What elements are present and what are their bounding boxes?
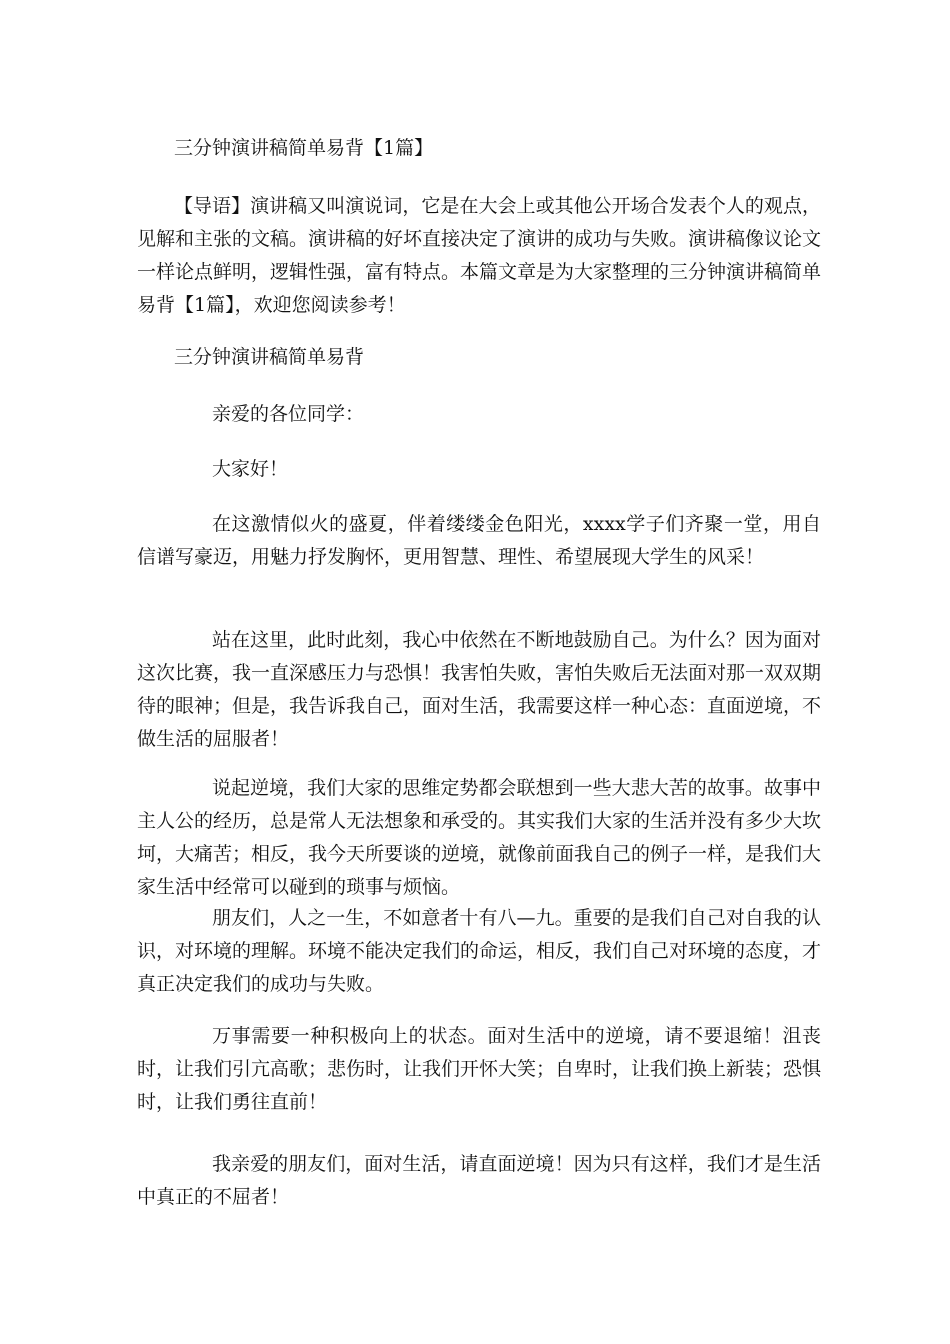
body-paragraph: 万事需要一种积极向上的状态。面对生活中的逆境，请不要退缩！沮丧时，让我们引亢高歌；悲伤时，让我们开怀大笑；自卑时，让我们换上新装；恐惧时，让我们勇往直前！ [137,1025,822,1113]
body-paragraph: 朋友们，人之一生，不如意者十有八—九。重要的是我们自己对自我的认识，对环境的理解。环境不能决定我们的命运，相反，我们自己对环境的态度，才真正决定我们的成功与失败。 [137,907,822,995]
body-paragraph: 说起逆境，我们大家的思维定势都会联想到一些大悲大苦的故事。故事中主人公的经历，总是常人无法想象和承受的。其实我们大家的生活并没有多少大坎坷，大痛苦；相反，我今天所要谈的逆境，就像前面我自己的例子一样，是我们大家生活中经常可以碰到的琐事与烦恼。 [137,777,822,898]
document-title: 三分钟演讲稿简单易背【1篇】 [174,137,434,159]
speech-subtitle: 三分钟演讲稿简单易背 [174,346,365,368]
salutation: 亲爱的各位同学： [212,403,365,425]
body-paragraph: 站在这里，此时此刻，我心中依然在不断地鼓励自己。为什么？因为面对这次比赛，我一直深感压力与恐惧！我害怕失败，害怕失败后无法面对那一双双期待的眼神；但是，我告诉我自己，面对生活，我需要这样一种心态：直面逆境，不做生活的屈服者！ [137,629,822,750]
body-paragraph: 在这激情似火的盛夏，伴着缕缕金色阳光，xxxx学子们齐聚一堂，用自信谱写豪迈，用魅力抒发胸怀，更用智慧、理性、希望展现大学生的风采！ [137,513,821,568]
intro-paragraph: 【导语】演讲稿又叫演说词，它是在大会上或其他公开场合发表个人的观点，见解和主张的文稿。演讲稿的好坏直接决定了演讲的成功与失败。演讲稿像议论文一样论点鲜明，逻辑性强，富有特点。本篇文章是为大家整理的三分钟演讲稿简单易背【1篇】，欢迎您阅读参考！ [137,195,822,316]
body-paragraph: 我亲爱的朋友们，面对生活，请直面逆境！因为只有这样，我们才是生活中真正的不屈者！ [137,1153,821,1208]
greeting: 大家好！ [212,458,289,480]
